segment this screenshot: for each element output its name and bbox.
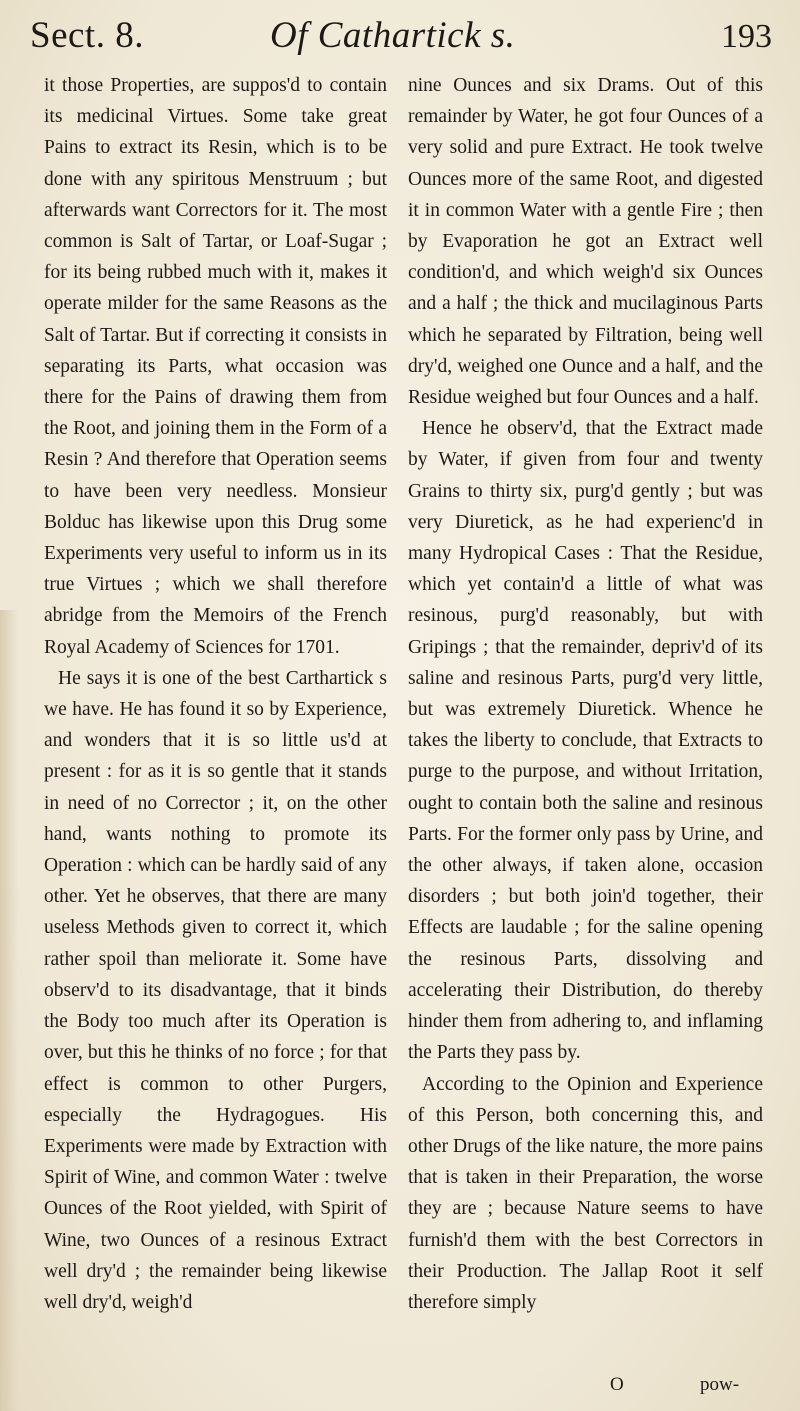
signature-mark: O [610, 1374, 624, 1395]
running-title: Of Cathartick s. [270, 15, 516, 56]
paragraph: According to the Opinion and Experience of this Person, both concerning this, and other Drugs of the like nature, the more pains that is taken in their Preparation, the worse they are ; because Nature seems to have furnish'd them with the best Correctors in their Production. The Jallap Root it self therefore simply [408, 1073, 763, 1313]
page-gutter-shadow [0, 610, 18, 1411]
catchword: pow- [700, 1374, 740, 1395]
right-column [408, 70, 763, 1318]
paragraph: nine Ounces and six Drams. Out of this remainder by Water, he got four Ounces of a very solid and pure Extract. He took twelve Ounces more of the same Root, and digested it in common Water with a gentle Fire ; then by Evaporation he got an Extract well condition'd, and which weigh'd six Ounces and a half ; the thick and mucilaginous Parts which he separated by Filtration, being well dry'd, weighed one Ounce and a half, and the Residue weighed but four Ounces and a half. [408, 75, 763, 409]
section-label: Sect. 8. [30, 15, 144, 56]
paragraph: Hence he observ'd, that the Extract made by Water, if given from four and twenty Grains to thirty six, purg'd gently ; but was very Diuretick, as he had experienc'd in many Hydropical Cases : That the Residue, which yet contain'd a little of what was resinous, purg'd reasonably, but with Gripings ; that the remainder, depriv'd of its saline and resinous Parts, purg'd very little, but was extremely Diuretick. Whence he takes the liberty to conclude, that Extracts to purge to the purpose, and without Irritation, ought to contain both the saline and resinous Parts. For the former only pass by Urine, and the other always, if taken alone, occasion disorders ; but both join'd together, their Effects are laudable ; for the saline opening the resinous Parts, dissolving and accelerating their Distribution, do thereby hinder them from adhering to, and inflaming the Parts they pass by. [408, 418, 763, 1064]
page-number: 193 [721, 18, 772, 55]
paragraph: it those Properties, are suppos'd to contain its medicinal Virtues. Some take great Pains to extract its Resin, which is to be done with any spiritous Menstruum ; but afterwards want Correctors for it. The most common is Salt of Tartar, or Loaf-Sugar ; for its being rubbed much with it, makes it operate milder for the same Reasons as the Salt of Tartar. But if correcting it consists in separating its Parts, what occasion was there for the Pains of drawing them from the Root, and joining them in the Form of a Resin ? And therefore that Operation seems to have been very needless. Monsieur Bolduc has likewise upon this Drug some Experiments very useful to inform us in its true Virtues ; which we shall therefore abridge from the Memoirs of the French Royal Academy of Sciences for 1701. [44, 75, 387, 658]
paragraph: He says it is one of the best Carthartick s we have. He has found it so by Experience, and wonders that it is so little us'd at present : for as it is so gentle that it stands in need of no Corrector ; it, on the other hand, wants nothing to promote its Operation : which can be hardly said of any other. Yet he observes, that there are many useless Methods given to correct it, which rather spoil than meliorate it. Some have observ'd to its disadvantage, that it binds the Body too much after its Operation is over, but this he thinks of no force ; for that effect is common to other Purgers, especially the Hydragogues. His Experiments were made by Extraction with Spirit of Wine, and common Water : twelve Ounces of the Root yielded, with Spirit of Wine, two Ounces of a resinous Extract well dry'd ; the remainder being likewise well dry'd, weigh'd [44, 667, 387, 1313]
left-column [44, 70, 387, 1318]
running-header [30, 6, 772, 62]
